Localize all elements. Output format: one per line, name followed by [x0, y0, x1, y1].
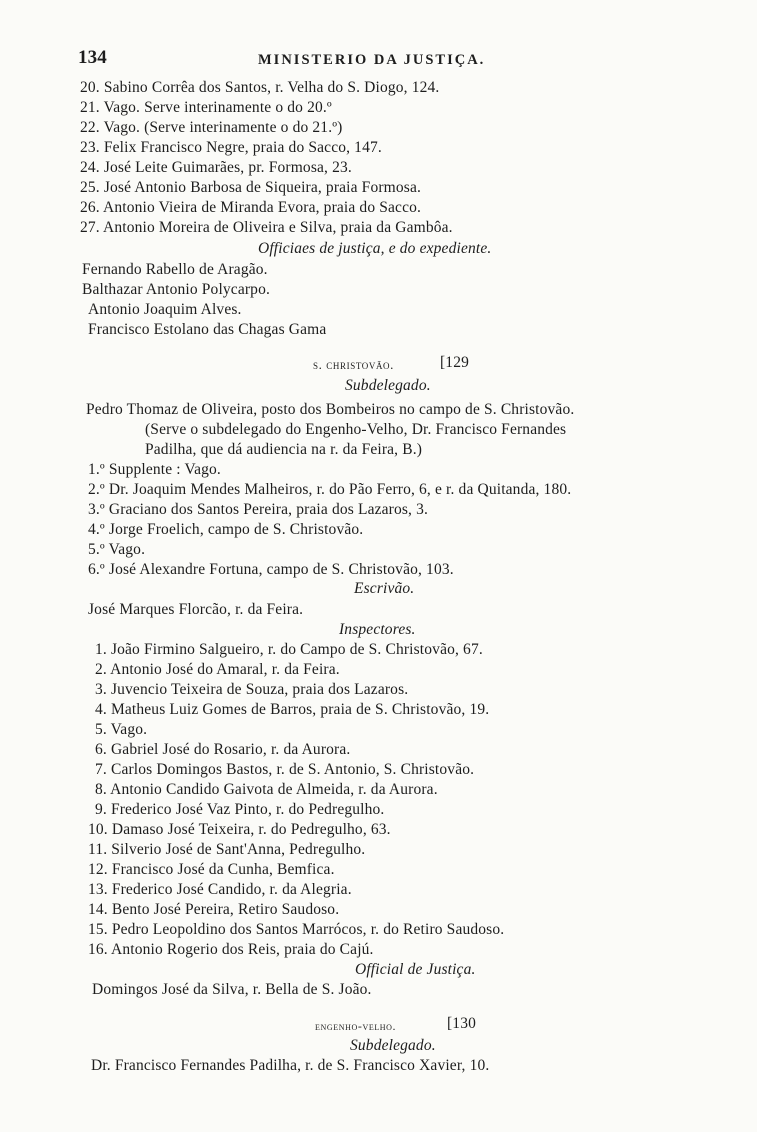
running-title: MINISTERIO DA JUSTIÇA.	[258, 52, 486, 68]
supplente-item: 6.º José Alexandre Fortuna, campo de S. Christovão, 103.	[88, 561, 454, 578]
list-item: 20. Sabino Corrêa dos Santos, r. Velha do S. Diogo, 124.	[80, 79, 440, 96]
list-item: 21. Vago. Serve interinamente o do 20.º	[80, 99, 332, 116]
inspector-item: 16. Antonio Rogerio dos Reis, praia do Cajú.	[88, 941, 374, 958]
inspector-item: 6. Gabriel José do Rosario, r. da Aurora.	[95, 741, 351, 758]
section-title: engenho-velho.	[315, 1019, 397, 1033]
list-item: 22. Vago. (Serve interinamente o do 21.º)	[80, 119, 343, 136]
section-number: [130	[447, 1015, 477, 1032]
inspector-item: 4. Matheus Luiz Gomes de Barros, praia de S. Christovão, 19.	[95, 701, 490, 718]
inspector-item: 13. Frederico José Candido, r. da Alegria.	[88, 881, 352, 898]
inspector-item: 1. João Firmino Salgueiro, r. do Campo de S. Christovão, 67.	[95, 641, 483, 658]
inspector-item: 11. Silverio José de Sant'Anna, Pedregulho.	[88, 841, 366, 858]
section-subheading: Escrivão.	[354, 580, 415, 597]
supplente-item: 4.º Jorge Froelich, campo de S. Christovão.	[88, 521, 364, 538]
inspector-item: 7. Carlos Domingos Bastos, r. de S. Antonio, S. Christovão.	[95, 761, 475, 778]
inspector-item: 10. Damaso José Teixeira, r. do Pedregulho, 63.	[88, 821, 391, 838]
section-number: [129	[440, 354, 470, 371]
inspector-item: 2. Antonio José do Amaral, r. da Feira.	[95, 661, 340, 678]
list-item: Antonio Joaquim Alves.	[88, 301, 242, 318]
list-item: 25. José Antonio Barbosa de Siqueira, praia Formosa.	[80, 179, 421, 196]
list-item: 26. Antonio Vieira de Miranda Evora, praia do Sacco.	[80, 199, 422, 216]
inspector-item: 14. Bento José Pereira, Retiro Saudoso.	[88, 901, 340, 918]
escrivao-entry: José Marques Florcão, r. da Feira.	[88, 601, 304, 618]
supplente-item: 1.º Supplente : Vago.	[88, 461, 221, 478]
subdelegado-note: (Serve o subdelegado do Engenho-Velho, Dr. Francisco Fernandes	[145, 421, 567, 438]
inspector-item: 12. Francisco José da Cunha, Bemfica.	[88, 861, 335, 878]
section-subheading: Subdelegado.	[345, 377, 431, 394]
section-subheading: Subdelegado.	[350, 1037, 436, 1054]
list-item: 27. Antonio Moreira de Oliveira e Silva, praia da Gambôa.	[80, 219, 453, 236]
subdelegado-entry: Dr. Francisco Fernandes Padilha, r. de S. Francisco Xavier, 10.	[91, 1057, 490, 1074]
page-number: 134	[78, 47, 107, 68]
inspector-item: 3. Juvencio Teixeira de Souza, praia dos Lazaros.	[95, 681, 409, 698]
section-subheading: Officiaes de justiça, e do expediente.	[258, 240, 492, 257]
list-item: 23. Felix Francisco Negre, praia do Sacco, 147.	[80, 139, 382, 156]
supplente-item: 2.º Dr. Joaquim Mendes Malheiros, r. do Pão Ferro, 6, e r. da Quitanda, 180.	[88, 481, 572, 498]
list-item: Balthazar Antonio Polycarpo.	[82, 281, 271, 298]
section-subheading: Inspectores.	[339, 621, 416, 638]
official-entry: Domingos José da Silva, r. Bella de S. João.	[92, 981, 372, 998]
inspector-item: 9. Frederico José Vaz Pinto, r. do Pedregulho.	[95, 801, 385, 818]
inspector-item: 8. Antonio Candido Gaivota de Almeida, r. da Aurora.	[95, 781, 438, 798]
list-item: 24. José Leite Guimarães, pr. Formosa, 23.	[80, 159, 352, 176]
subdelegado-entry: Pedro Thomaz de Oliveira, posto dos Bombeiros no campo de S. Christovão.	[86, 401, 575, 418]
supplente-item: 3.º Graciano dos Santos Pereira, praia dos Lazaros, 3.	[88, 501, 429, 518]
inspector-item: 15. Pedro Leopoldino dos Santos Marrócos, r. do Retiro Saudoso.	[88, 921, 505, 938]
section-subheading: Official de Justiça.	[355, 961, 476, 978]
list-item: Fernando Rabello de Aragão.	[82, 261, 268, 278]
list-item: Francisco Estolano das Chagas Gama	[88, 321, 327, 338]
section-title: s. christovão.	[313, 357, 394, 372]
subdelegado-note: Padilha, que dá audiencia na r. da Feira, B.)	[145, 441, 423, 458]
inspector-item: 5. Vago.	[95, 721, 148, 738]
supplente-item: 5.º Vago.	[88, 541, 146, 558]
